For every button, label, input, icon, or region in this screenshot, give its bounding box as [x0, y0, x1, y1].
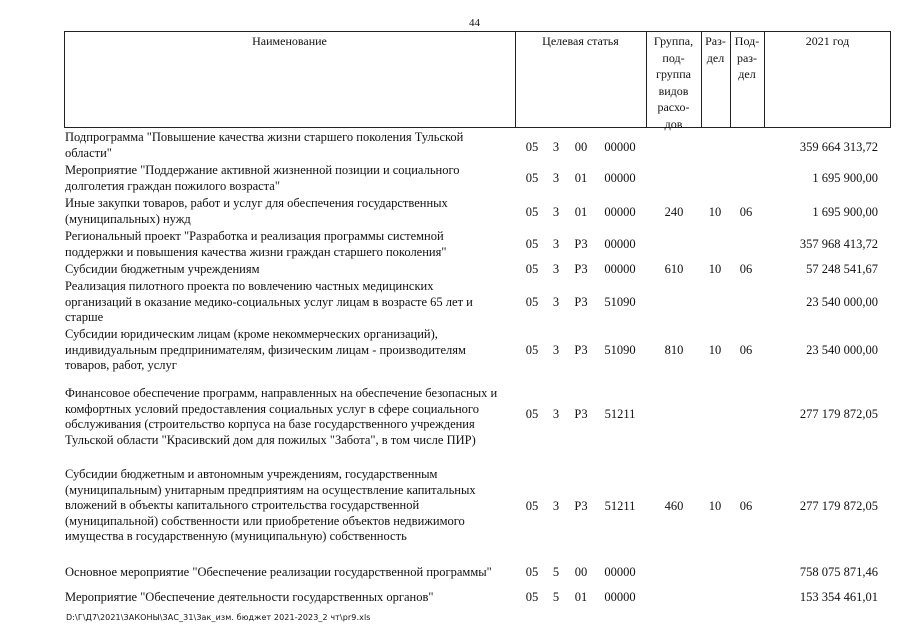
row-c2: 3 — [552, 295, 560, 309]
row-c4: 51211 — [604, 499, 636, 513]
row-c2: 3 — [552, 140, 560, 154]
row-c1: 05 — [525, 237, 539, 251]
row-c3: 01 — [574, 205, 588, 219]
row-c3: P3 — [574, 295, 588, 309]
row-c1: 05 — [525, 171, 539, 185]
row-amount: 1 695 900,00 — [812, 171, 878, 185]
row-c2: 3 — [552, 343, 560, 357]
row-name: Региональный проект "Разработка и реализация программы системной поддержки и повышения качества жизни граждан старшего поколения" — [65, 229, 447, 259]
row-c4: 00000 — [604, 140, 636, 154]
row-amount: 153 354 461,01 — [799, 590, 878, 604]
row-name: Основное мероприятие "Обеспечение реализации государственной программы" — [65, 565, 492, 579]
header-group: Группа, под- группа видов расхо- дов — [653, 34, 694, 131]
row-prz: 06 — [739, 343, 753, 357]
row-c4: 00000 — [604, 237, 636, 251]
row-rz: 10 — [708, 343, 722, 357]
row-c1: 05 — [525, 205, 539, 219]
row-name: Субсидии бюджетным учреждениям — [65, 262, 260, 276]
row-name: Финансовое обеспечение программ, направленных на обеспечение безопасных и комфортных условий предоставления социальных услуг в сфере социального обслуживания (строительство корпуса на базе государственного учреждения Тульской области "Красивский дом для пожилых "Забота", в том числе ПИР) — [65, 386, 498, 447]
row-c3: P3 — [574, 262, 588, 276]
row-name: Мероприятие "Поддержание активной жизненной позиции и социального долголетия граждан пожилого возраста" — [65, 163, 460, 193]
row-amount: 1 695 900,00 — [812, 205, 878, 219]
row-c3: P3 — [574, 237, 588, 251]
row-c2: 3 — [552, 237, 560, 251]
row-amount: 23 540 000,00 — [806, 343, 878, 357]
row-rz: 10 — [708, 262, 722, 276]
row-c3: P3 — [574, 499, 588, 513]
row-amount: 357 968 413,72 — [799, 237, 878, 251]
row-amount: 359 664 313,72 — [799, 140, 878, 154]
row-c4: 51211 — [604, 407, 636, 421]
row-c2: 3 — [552, 205, 560, 219]
header-podrazdel: Под- раз- дел — [734, 34, 760, 81]
row-c1: 05 — [525, 590, 539, 604]
row-c4: 00000 — [604, 262, 636, 276]
row-c3: 00 — [574, 565, 588, 579]
row-c4: 00000 — [604, 171, 636, 185]
row-c3: P3 — [574, 343, 588, 357]
row-grp: 810 — [664, 343, 684, 357]
row-name: Субсидии бюджетным и автономным учреждениям, государственным (муниципальным) унитарным предприятиям на осуществление капитальных вложений в объекты капитального строительства государственной (муниципальной) собственности или приобретение объектов недвижимого имущества в государственную (муниципальную) собственность — [65, 467, 476, 543]
row-c2: 5 — [552, 590, 560, 604]
row-rz: 10 — [708, 499, 722, 513]
row-c2: 3 — [552, 499, 560, 513]
header-name: Наименование — [252, 34, 327, 48]
row-name: Иные закупки товаров, работ и услуг для обеспечения государственных (муниципальных) нужд — [65, 196, 448, 226]
page-number: 44 — [469, 17, 480, 29]
row-c2: 3 — [552, 171, 560, 185]
header-year: 2021 год — [805, 34, 850, 48]
row-rz: 10 — [708, 205, 722, 219]
row-prz: 06 — [739, 262, 753, 276]
row-c1: 05 — [525, 140, 539, 154]
row-c3: 01 — [574, 171, 588, 185]
row-prz: 06 — [739, 205, 753, 219]
file-path-footer: D:\Г\Д7\2021\ЗАКОНЫ\ЗАС_31\Зак_изм. бюджет 2021-2023_2 чт\pr9.xls — [66, 613, 371, 622]
row-name: Реализация пилотного проекта по вовлечению частных медицинских организаций в оказание медико-социальных услуг лицам в возрасте 65 лет и старше — [65, 279, 473, 324]
row-c3: P3 — [574, 407, 588, 421]
row-amount: 277 179 872,05 — [799, 499, 878, 513]
row-c1: 05 — [525, 262, 539, 276]
row-grp: 240 — [664, 205, 684, 219]
row-c1: 05 — [525, 343, 539, 357]
row-amount: 57 248 541,67 — [806, 262, 878, 276]
row-c3: 01 — [574, 590, 588, 604]
row-c1: 05 — [525, 499, 539, 513]
row-c2: 3 — [552, 262, 560, 276]
header-razdel: Раз- дел — [705, 34, 726, 65]
row-c4: 00000 — [604, 590, 636, 604]
row-prz: 06 — [739, 499, 753, 513]
row-c3: 00 — [574, 140, 588, 154]
row-c4: 00000 — [604, 565, 636, 579]
header-target: Целевая статья — [542, 34, 619, 48]
row-c1: 05 — [525, 295, 539, 309]
row-grp: 610 — [664, 262, 684, 276]
row-c1: 05 — [525, 565, 539, 579]
row-c2: 5 — [552, 565, 560, 579]
row-c4: 51090 — [604, 295, 636, 309]
row-grp: 460 — [664, 499, 684, 513]
row-c4: 51090 — [604, 343, 636, 357]
row-c2: 3 — [552, 407, 560, 421]
row-c4: 00000 — [604, 205, 636, 219]
row-name: Субсидии юридическим лицам (кроме некоммерческих организаций), индивидуальным предпринимателям, физическим лицам - производителям товаров, работ, услуг — [65, 327, 466, 372]
row-amount: 758 075 871,46 — [799, 565, 878, 579]
row-amount: 277 179 872,05 — [799, 407, 878, 421]
row-amount: 23 540 000,00 — [806, 295, 878, 309]
row-name: Подпрограмма "Повышение качества жизни старшего поколения Тульской области" — [65, 130, 464, 160]
row-name: Мероприятие "Обеспечение деятельности государственных органов" — [65, 590, 434, 604]
row-c1: 05 — [525, 407, 539, 421]
